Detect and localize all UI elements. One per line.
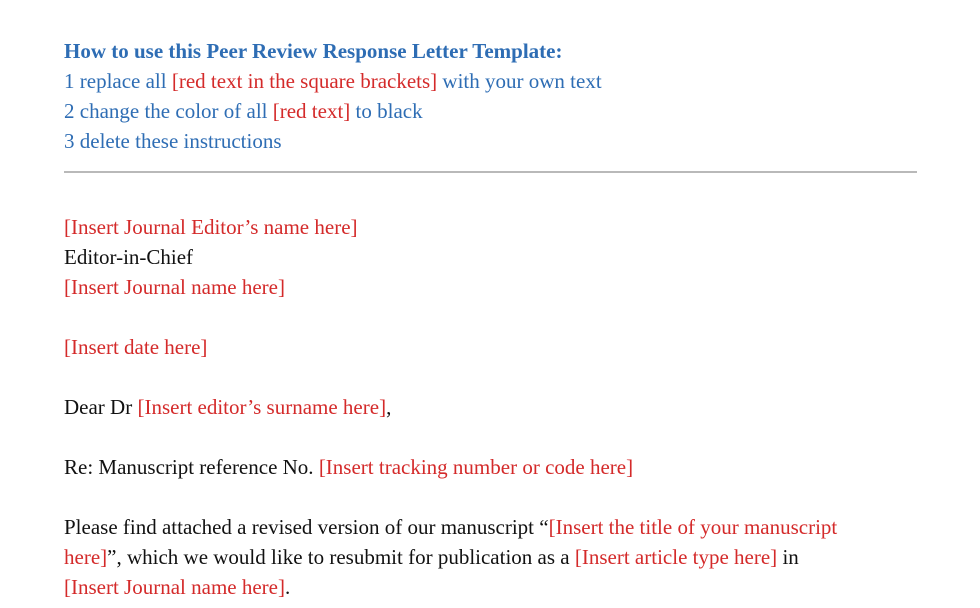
journal-name-placeholder[interactable]: [Insert Journal name here] (64, 275, 285, 299)
journal-name-placeholder-body[interactable]: [Insert Journal name here] (64, 575, 285, 599)
body-line-2-suffix: in (777, 545, 799, 569)
salutation-suffix: , (386, 395, 392, 419)
instruction-step-2-text-c: to black (350, 99, 423, 123)
body-line-2-text: ”, which we would like to resubmit for publication as a (107, 545, 575, 569)
salutation (64, 392, 391, 422)
body-line-1 (64, 512, 837, 542)
tracking-number-placeholder[interactable]: [Insert tracking number or code here] (318, 455, 634, 479)
instructions-title: How to use this Peer Review Response Letter Template: (64, 39, 563, 63)
body-line-3 (64, 572, 290, 602)
body-line-3-period: . (284, 575, 291, 599)
manuscript-reference (64, 452, 633, 482)
salutation-prefix: Dear Dr (64, 395, 138, 419)
date-placeholder[interactable]: [Insert date here] (64, 335, 208, 359)
instruction-step-2-highlight: [red text] (272, 99, 351, 123)
horizontal-divider (64, 171, 917, 173)
editor-surname-placeholder[interactable]: [Insert editor’s surname here] (137, 395, 387, 419)
instruction-step-1-text-c: with your own text (437, 69, 602, 93)
instruction-step-2 (64, 96, 423, 126)
manuscript-title-placeholder-part-2[interactable]: here] (64, 545, 108, 569)
manuscript-title-placeholder-part-1[interactable]: [Insert the title of your manuscript (548, 515, 838, 539)
body-line-2 (64, 542, 799, 572)
instruction-step-1 (64, 66, 602, 96)
instruction-step-1-text-a: 1 replace all (64, 69, 172, 93)
article-type-placeholder[interactable]: [Insert article type here] (574, 545, 778, 569)
editor-name-placeholder[interactable]: [Insert Journal Editor’s name here] (64, 215, 358, 239)
editor-role: Editor-in-Chief (64, 245, 194, 269)
instruction-step-3: 3 delete these instructions (64, 129, 282, 153)
body-line-1-text: Please find attached a revised version of our manuscript “ (64, 515, 549, 539)
instruction-step-1-highlight: [red text in the square brackets] (171, 69, 438, 93)
reference-prefix: Re: Manuscript reference No. (64, 455, 319, 479)
instruction-step-2-text-a: 2 change the color of all (64, 99, 273, 123)
